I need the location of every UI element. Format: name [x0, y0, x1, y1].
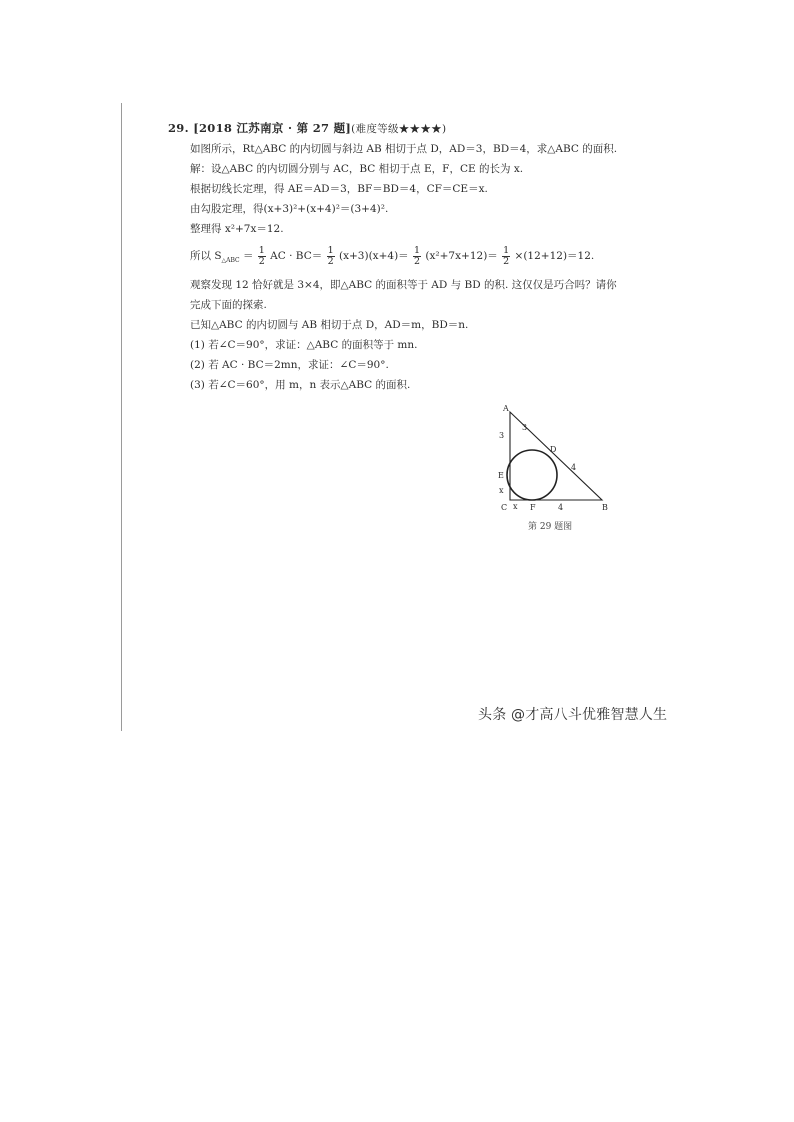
- label-c: C: [501, 503, 508, 512]
- fraction-half: $\frac{1}{2}$: [327, 244, 334, 267]
- problem-statement: 如图所示，Rt△ABC 的内切圆与斜边 AB 相切于点 D，AD＝3，BD＝4，求△ABC 的面积.: [190, 143, 618, 155]
- label-ae-length: 3: [499, 431, 505, 440]
- fraction-half: $\frac{1}{2}$: [414, 244, 421, 267]
- fraction-half: $\frac{1}{2}$: [503, 244, 510, 267]
- triangle-diagram: [495, 400, 610, 520]
- margin-rule: [121, 103, 122, 731]
- solution-line-4: 整理得 x²+7x＝12.: [190, 223, 284, 235]
- label-e: E: [498, 471, 504, 480]
- difficulty-rating: (难度等级★★★★): [351, 123, 447, 135]
- given-condition: 已知△ABC 的内切圆与 AB 相切于点 D，AD＝m，BD＝n.: [190, 319, 469, 331]
- observation-line: 观察发现 12 恰好就是 3×4，即△ABC 的面积等于 AD 与 BD 的积. 这仅仅是巧合吗？请你: [190, 279, 617, 291]
- question-number: 29.: [168, 121, 189, 135]
- solution-line-2: 根据切线长定理，得 AE＝AD＝3，BF＝BD＝4，CF＝CE＝x.: [190, 183, 488, 195]
- sub-question-2: (2) 若 AC · BC＝2mn，求证：∠C＝90°.: [190, 359, 389, 371]
- label-bd-length: 4: [571, 463, 577, 472]
- label-f: F: [530, 503, 536, 512]
- watermark-text: 头条 @才高八斗优雅智慧人生: [478, 707, 668, 723]
- label-ad-length: 3: [522, 423, 528, 432]
- figure-caption: 第 29 题图: [528, 522, 573, 532]
- observation-line-2: 完成下面的探索.: [190, 299, 267, 311]
- label-cf-length: x: [513, 502, 518, 511]
- label-b: B: [602, 503, 608, 512]
- solution-area-formula: 所以 $S_{\triangle ABC}$ ＝ $\frac{1}{2}$ AC · BC＝ $\frac{1}{2}$ (x+3)(x+4)＝ $\frac{1}{2}$ (x²+7x+12)＝ $\frac{1}{2}$ ×(12+12)＝12.: [190, 244, 595, 267]
- question-header: [168, 120, 638, 136]
- label-ce-length: x: [499, 486, 504, 495]
- incircle: [507, 450, 557, 500]
- fraction-half: $\frac{1}{2}$: [258, 244, 265, 267]
- solution-line-3: 由勾股定理，得(x+3)²+(x+4)²＝(3+4)².: [190, 203, 389, 215]
- question-source: [2018 江苏南京 · 第 27 题]: [193, 121, 352, 135]
- sub-question-1: (1) 若∠C＝90°，求证：△ABC 的面积等于 mn.: [190, 339, 418, 351]
- label-a: A: [503, 404, 509, 413]
- solution-line-1: 解：设△ABC 的内切圆分别与 AC，BC 相切于点 E，F，CE 的长为 x.: [190, 163, 524, 175]
- label-bf-length: 4: [558, 503, 564, 512]
- sub-question-3: (3) 若∠C＝60°，用 m，n 表示△ABC 的面积.: [190, 379, 411, 391]
- label-d: D: [550, 445, 557, 454]
